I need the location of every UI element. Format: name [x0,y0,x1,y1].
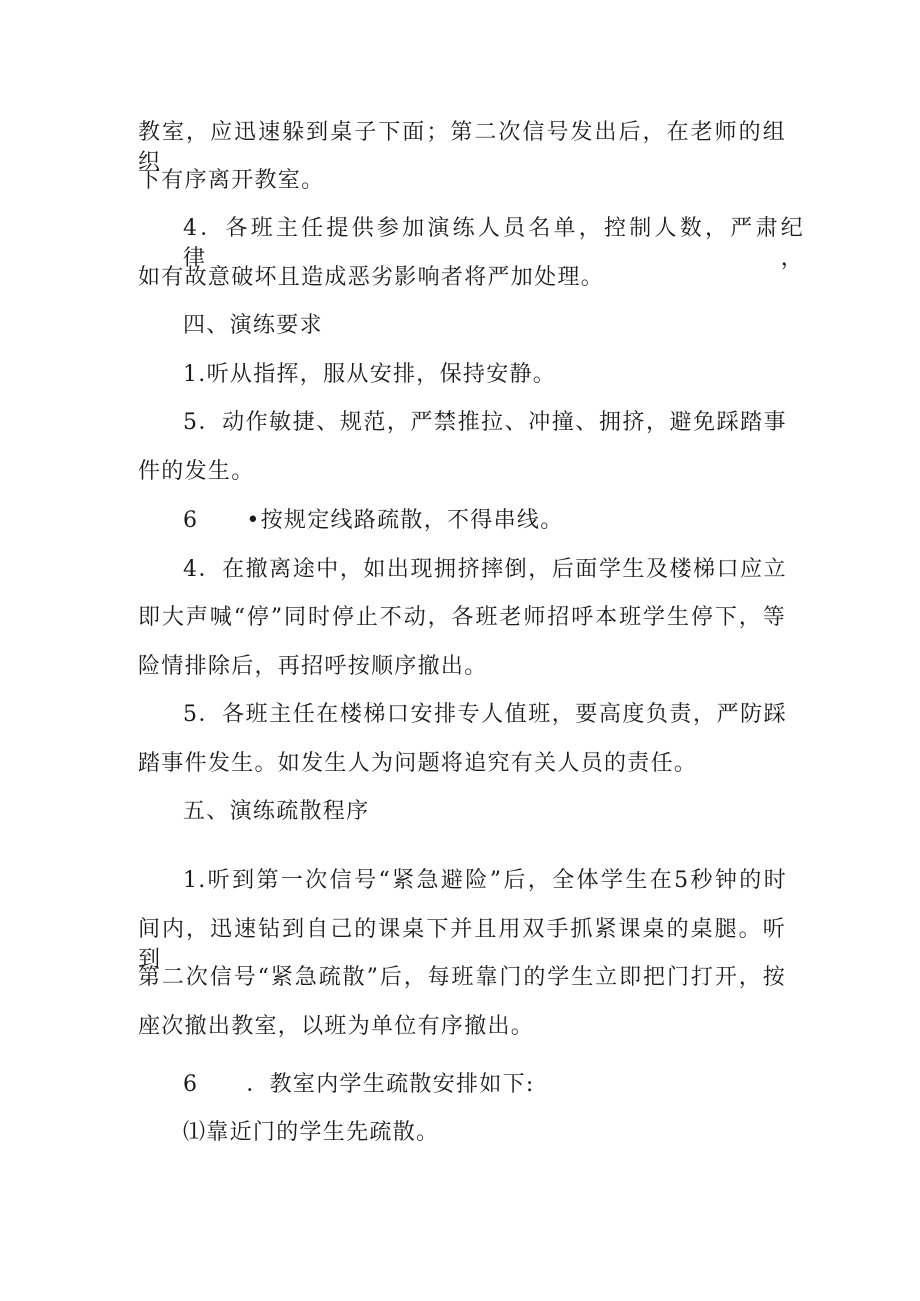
list-number: 6 [183,508,199,533]
section-heading: 五、演练疏散程序 [183,799,370,824]
text-line: 教室，应迅速躲到桌子下面；第二次信号发出后，在老师的组织 [138,120,786,175]
text-line: 5．各班主任在楼梯口安排专人值班，要高度负责，严防踩 [183,702,787,727]
list-item [183,1070,535,1100]
section-heading: 四、演练要求 [183,313,323,338]
text-line: 踏事件发生。如发生人为问题将追究有关人员的责任。 [138,751,698,776]
text-line: ．教室内学生疏散安排如下: [246,1072,535,1097]
text-line: 险情排除后，再招呼按顺序撤出。 [138,654,488,679]
text-line: 1.听到第一次信号“紧急避险”后，全体学生在5秒钟的时 [183,868,787,893]
text-line: 5．动作敏捷、规范，严禁推拉、冲撞、拥挤，避免踩踏事 [183,410,787,435]
text-line: 4．各班主任提供参加演练人员名单，控制人数，严肃纪律， [183,216,804,271]
text-line: 4．在撤离途中，如出现拥挤摔倒，后面学生及楼梯口应立 [183,557,787,582]
text-line: 间内，迅速钻到自己的课桌下并且用双手抓紧课桌的桌腿。听到 [138,917,786,972]
list-number: 6 [183,1072,199,1097]
text-line: 第二次信号“紧急疏散”后，每班靠门的学生立即把门打开，按 [138,965,786,990]
text-line: ⑴靠近门的学生先疏散。 [183,1120,440,1145]
text-line: 如有故意破坏且造成恶劣影响者将严加处理。 [138,265,605,290]
text-line: •按规定线路疏散，不得串线。 [246,508,564,533]
text-line: 座次撤出教室，以班为单位有序撤出。 [138,1014,535,1039]
list-item [183,506,564,536]
text-line: 即大声喊“停”同时停止不动，各班老师招呼本班学生停下，等 [138,605,786,630]
text-line: 1.听从指挥，服从安排，保持安静。 [183,362,557,387]
text-line: 件的发生。 [138,459,255,484]
text-line: 下有序离开教室。 [138,168,325,193]
